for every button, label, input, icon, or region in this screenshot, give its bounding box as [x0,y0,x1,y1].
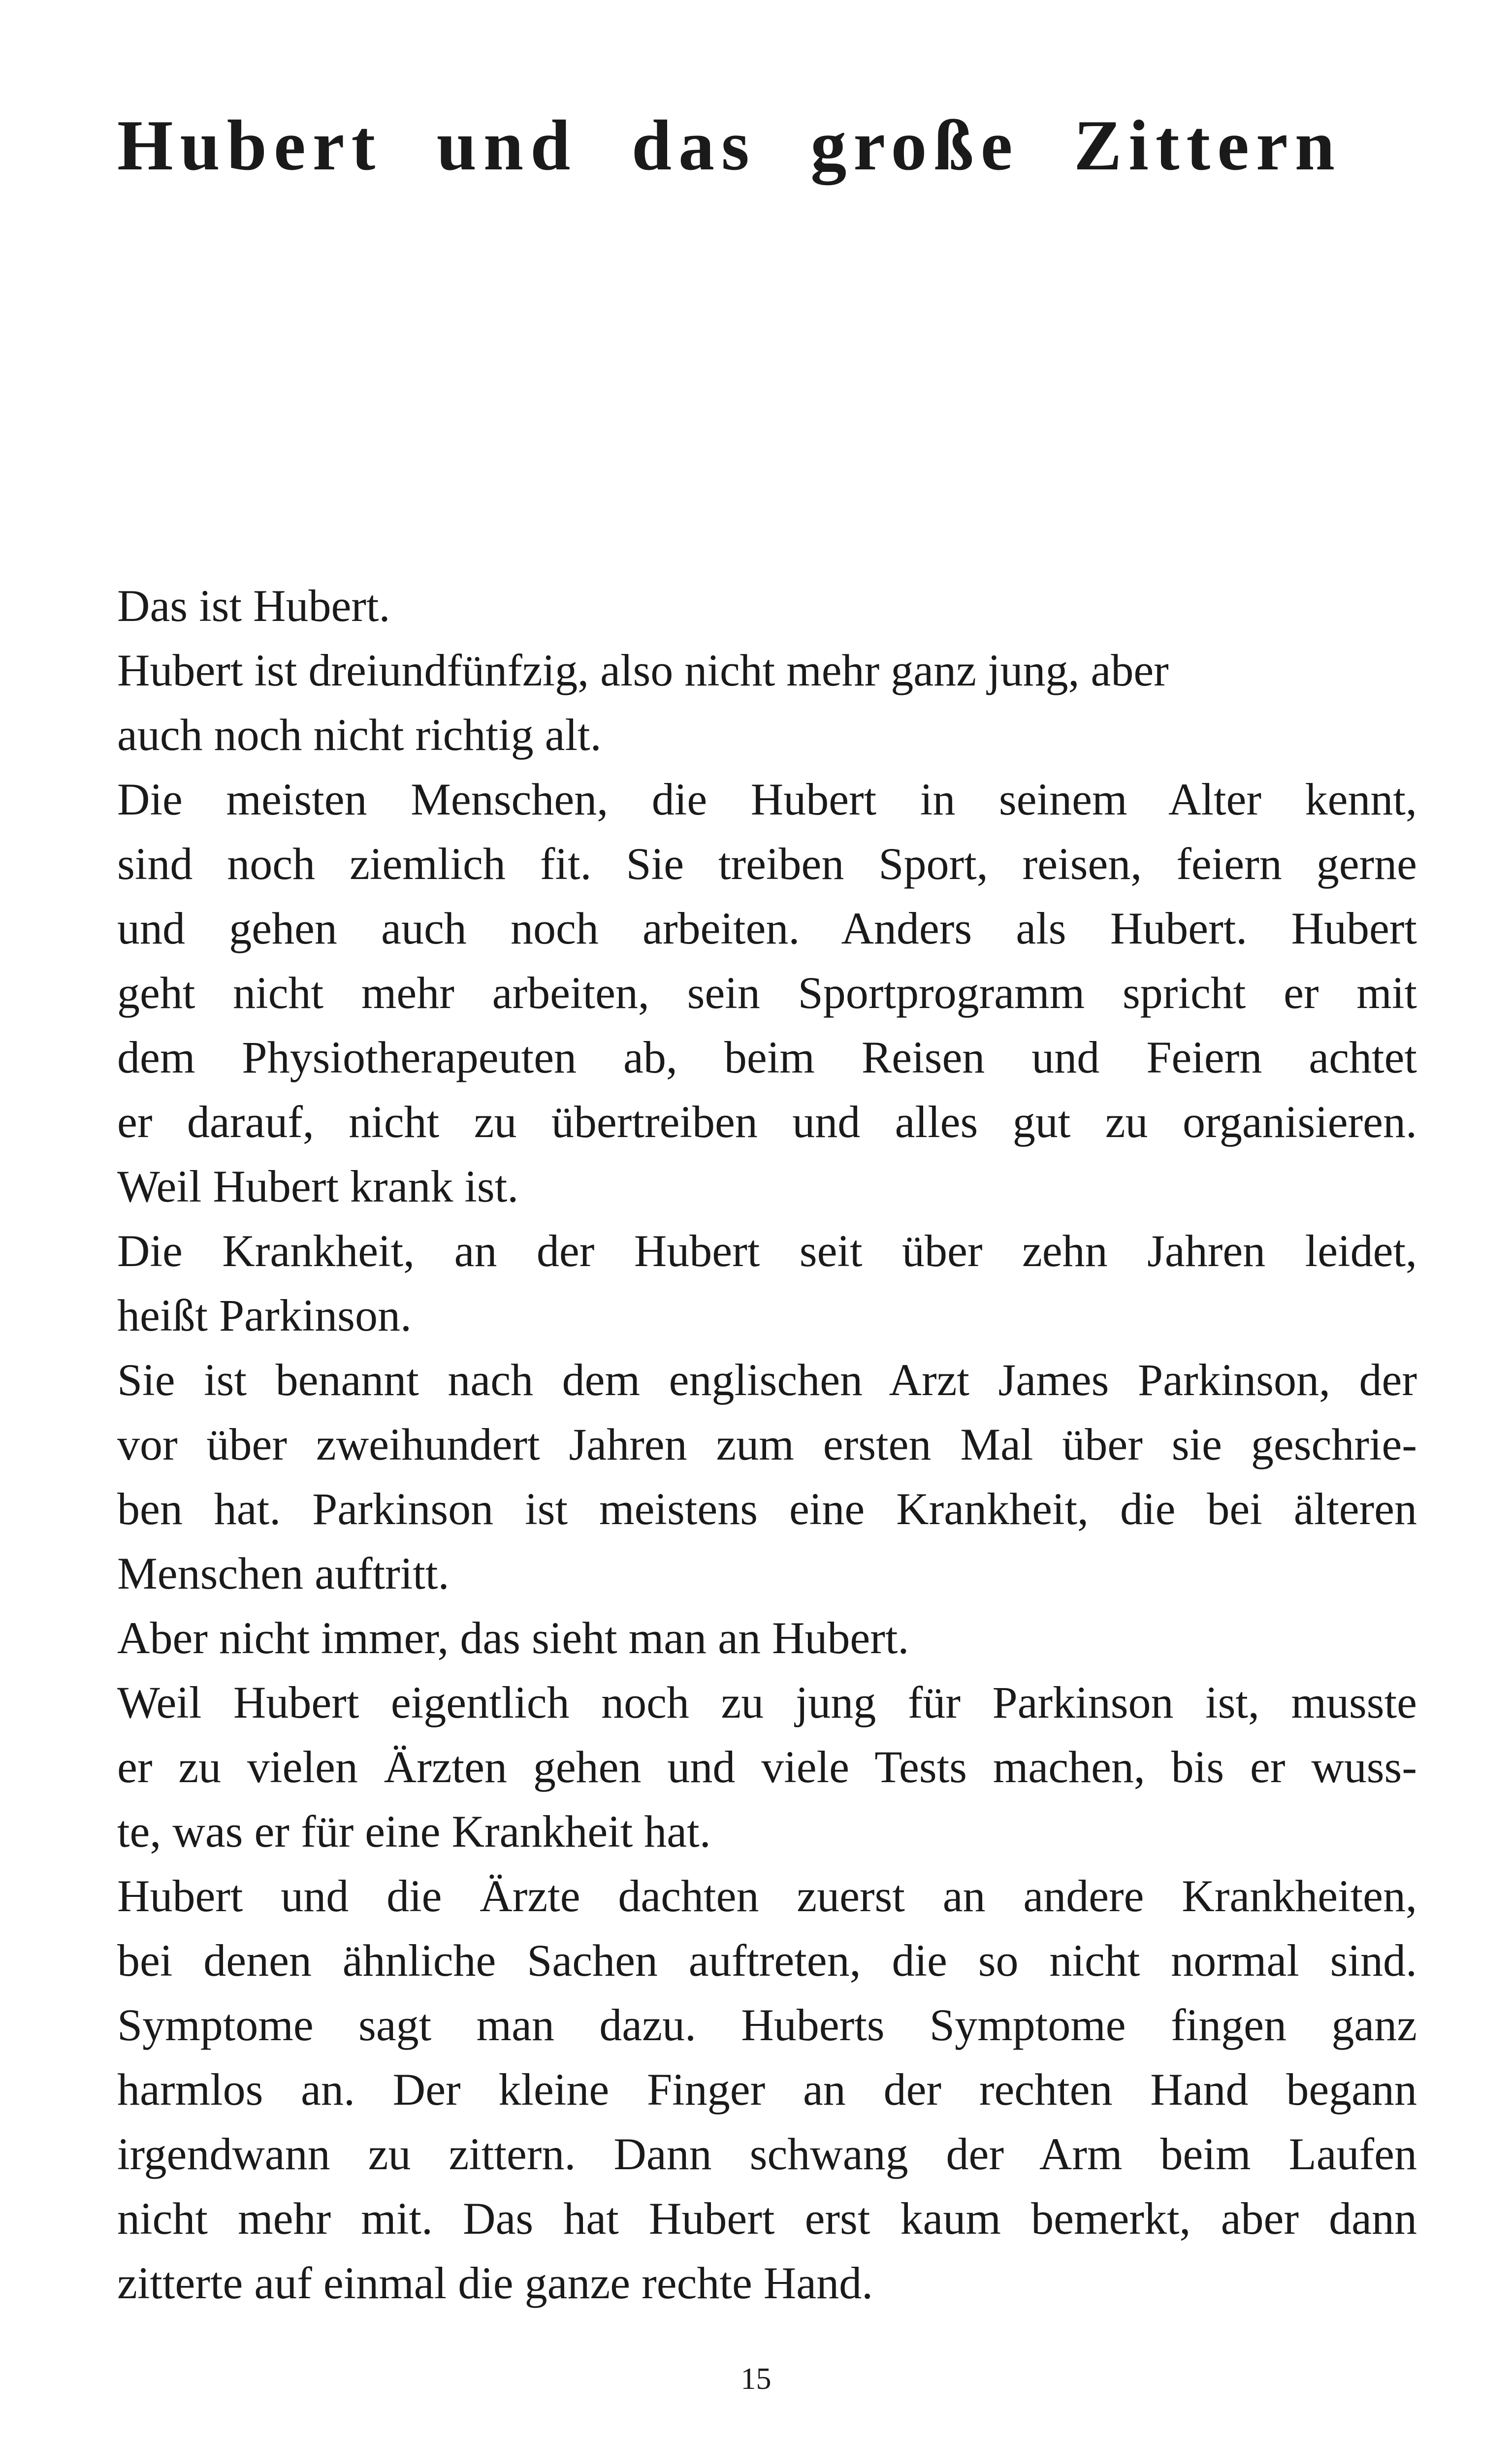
text-line: nicht mehr mit. Das hat Hubert erst kaum bemerkt, aber dann [117,2193,1417,2244]
text-line: Hubert und die Ärzte dachten zuerst an andere Krankheiten, [117,1871,1417,1921]
text-line: ben hat. Parkinson ist meistens eine Krankheit, die bei älteren [117,1484,1417,1534]
chapter-body [117,574,1417,2315]
text-line: Die meisten Menschen, die Hubert in seinem Alter kennt, [117,774,1417,824]
text-line: Das ist Hubert. [117,581,390,631]
chapter-title: Hubert und das große Zittern [117,105,1342,185]
text-line: Die Krankheit, an der Hubert seit über zehn Jahren leidet, [117,1226,1417,1276]
text-line: dem Physiotherapeuten ab, beim Reisen und Feiern achtet [117,1032,1417,1082]
text-line: zitterte auf einmal die ganze rechte Hand. [117,2258,873,2308]
text-line: vor über zweihundert Jahren zum ersten Mal über sie geschrie- [117,1419,1417,1469]
text-line: Hubert ist dreiundfünfzig, also nicht mehr ganz jung, aber [117,645,1169,695]
text-line: Menschen auftritt. [117,1548,450,1598]
text-line: Weil Hubert krank ist. [117,1161,519,1211]
text-line: Sie ist benannt nach dem englischen Arzt James Parkinson, der [117,1355,1417,1405]
text-line: geht nicht mehr arbeiten, sein Sportprogramm spricht er mit [117,968,1417,1018]
text-line: harmlos an. Der kleine Finger an der rechten Hand begann [117,2064,1417,2115]
text-line: auch noch nicht richtig alt. [117,710,602,760]
text-line: Aber nicht immer, das sieht man an Hubert. [117,1613,909,1663]
text-line: irgendwann zu zittern. Dann schwang der Arm beim Laufen [117,2129,1417,2179]
text-line: te, was er für eine Krankheit hat. [117,1806,711,1857]
text-line: und gehen auch noch arbeiten. Anders als Hubert. Hubert [117,903,1417,953]
text-line: er darauf, nicht zu übertreiben und alles gut zu organisieren. [117,1097,1417,1147]
text-line: er zu vielen Ärzten gehen und viele Tests machen, bis er wuss- [117,1742,1417,1792]
text-line: sind noch ziemlich fit. Sie treiben Sport, reisen, feiern gerne [117,839,1417,889]
page-number: 15 [740,2362,772,2396]
text-line: bei denen ähnliche Sachen auftreten, die so nicht normal sind. [117,1935,1417,1986]
text-line: Symptome sagt man dazu. Huberts Symptome fingen ganz [117,2000,1417,2050]
text-line: heißt Parkinson. [117,1290,412,1340]
text-line: Weil Hubert eigentlich noch zu jung für Parkinson ist, musste [117,1677,1417,1727]
